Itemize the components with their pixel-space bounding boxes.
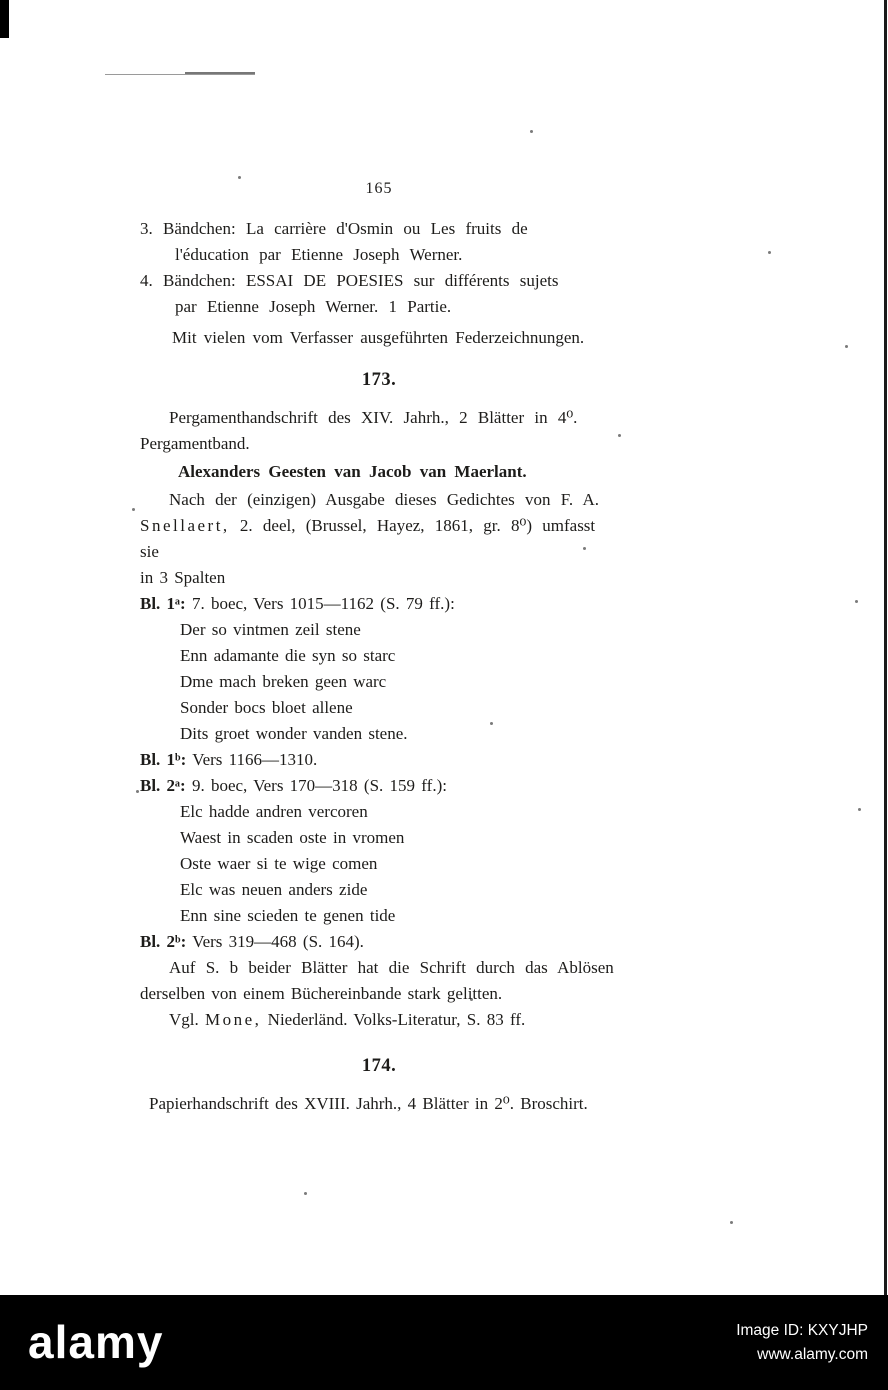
author-name: Snellaert,: [140, 516, 230, 535]
text-fragment: Vers 1166—1310.: [186, 750, 318, 769]
scan-speck: [858, 808, 861, 811]
entry-173-intro: [140, 405, 618, 457]
verse-line: Enn adamante die syn so starc: [180, 646, 396, 665]
verse-line: Dme mach breken geen warc: [180, 672, 387, 691]
alamy-watermark-bar: [0, 1295, 888, 1390]
text-line: 4. Bändchen: ESSAI DE POESIES sur différents sujets: [140, 271, 559, 290]
scan-edge-artifact-left: [0, 0, 9, 38]
verse-line: Der so vintmen zeil stene: [180, 620, 361, 639]
folio-label: Bl. 2ᵃ:: [140, 776, 186, 795]
verse-line: Oste waer si te wige comen: [180, 854, 378, 873]
text-fragment: 2. deel, (Brussel, Hayez, 1861, gr. 8⁰) umfasst sie: [140, 516, 596, 561]
scan-speck: [855, 600, 858, 603]
page-number: 165: [365, 180, 393, 197]
text-line: Auf S. b beider Blätter hat die Schrift durch das Ablösen: [169, 958, 614, 977]
alamy-url: www.alamy.com: [757, 1345, 868, 1363]
scan-line-artifact: [185, 72, 255, 74]
catalog-entry-3: [140, 216, 618, 268]
watermark-info: [736, 1319, 868, 1367]
scan-line-artifact: [105, 74, 255, 75]
text-fragment: Vers 319—468 (S. 164).: [186, 932, 364, 951]
text-line: 3. Bändchen: La carrière d'Osmin ou Les fruits de: [140, 219, 528, 238]
text-fragment: Vgl.: [169, 1010, 205, 1029]
scan-speck: [768, 251, 771, 254]
folio-line-2b: [140, 929, 618, 955]
entry-173-description: [140, 487, 618, 591]
text-line: Nach der (einzigen) Ausgabe dieses Gedichtes von F. A.: [169, 490, 599, 509]
page-content: [140, 176, 618, 1117]
folio-line-1a: [140, 591, 618, 617]
verse-line: Sonder bocs bloet allene: [180, 698, 353, 717]
catalog-entry-4: [140, 268, 618, 320]
scan-speck: [618, 434, 621, 437]
verse-line: Enn sine scieden te genen tide: [180, 906, 396, 925]
entry-heading-173: 173.: [361, 370, 397, 390]
text-line: derselben von einem Büchereinbande stark gelitten.: [140, 984, 503, 1003]
scan-speck: [132, 508, 135, 511]
text-fragment: 9. boec, Vers 170—318 (S. 159 ff.):: [185, 776, 447, 795]
scan-speck: [530, 130, 533, 133]
entry-heading-174: 174.: [361, 1056, 397, 1076]
folio-label: Bl. 2ᵇ:: [140, 932, 187, 951]
text-line: par Etienne Joseph Werner. 1 Partie.: [175, 297, 452, 316]
text-line: [140, 513, 618, 565]
folio-line-1b: [140, 747, 618, 773]
text-line: Pergamenthandschrift des XIV. Jahrh., 2 Blätter in 4⁰.: [169, 408, 578, 427]
text-fragment: Niederländ. Volks-Literatur, S. 83 ff.: [261, 1010, 526, 1029]
verse-line: Dits groet wonder vanden stene.: [180, 724, 408, 743]
image-id-label: Image ID: KXYJHP: [736, 1321, 868, 1339]
folio-line-2a: [140, 773, 618, 799]
scan-speck: [304, 1192, 307, 1195]
scan-speck: [730, 1221, 733, 1224]
scan-edge-artifact-right: [884, 0, 887, 1295]
folio-label: Bl. 1ᵇ:: [140, 750, 187, 769]
text-line: Pergamentband.: [140, 434, 250, 453]
alamy-logo: alamy: [28, 1316, 164, 1368]
verse-block-2: [180, 799, 618, 929]
manuscript-title: Alexanders Geesten van Jacob van Maerlant.: [178, 462, 527, 481]
scan-speck: [845, 345, 848, 348]
folio-label: Bl. 1ᵃ:: [140, 594, 186, 613]
verse-block-1: [180, 617, 618, 747]
scan-speck: [136, 790, 139, 793]
text-fragment: 7. boec, Vers 1015—1162 (S. 79 ff.):: [185, 594, 455, 613]
reference-line: [140, 1007, 618, 1033]
verse-line: Waest in scaden oste in vromen: [180, 828, 405, 847]
verse-line: Elc hadde andren vercoren: [180, 802, 368, 821]
note-line: Mit vielen vom Verfasser ausgeführten Federzeichnungen.: [172, 328, 585, 347]
entry-174-intro: Papierhandschrift des XVIII. Jahrh., 4 Blätter in 2⁰. Broschirt.: [149, 1094, 588, 1113]
text-line: l'éducation par Etienne Joseph Werner.: [175, 245, 463, 264]
author-name: Mone,: [205, 1010, 262, 1029]
entry-173-closing: [140, 955, 618, 1007]
verse-line: Elc was neuen anders zide: [180, 880, 368, 899]
text-line: in 3 Spalten: [140, 568, 226, 587]
